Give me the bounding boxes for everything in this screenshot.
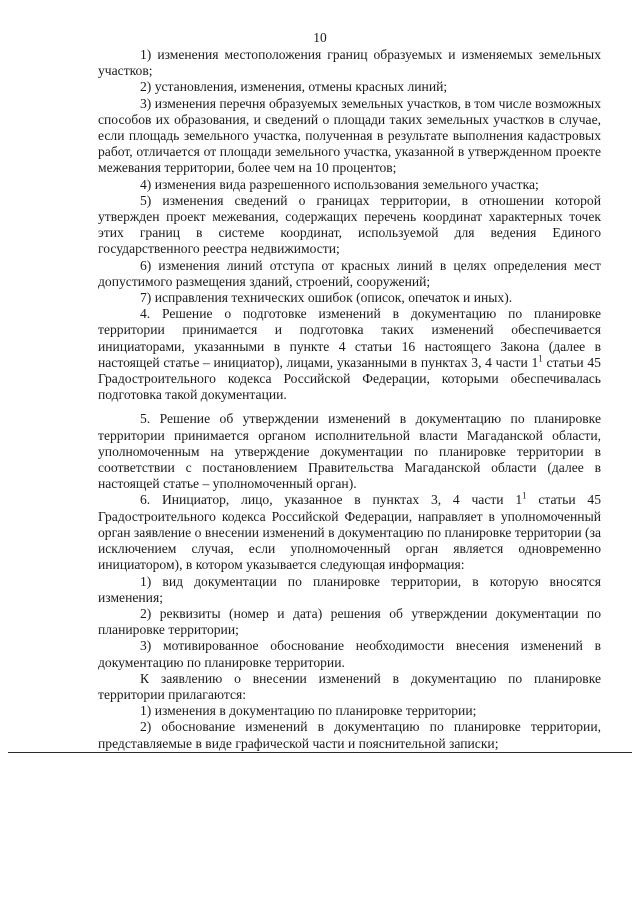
paragraph: 2) реквизиты (номер и дата) решения об утверждении документации по планировке территории;	[98, 605, 601, 638]
paragraph: К заявлению о внесении изменений в документацию по планировке территории прилагаются:	[98, 670, 601, 702]
paragraph: 1) изменения в документацию по планировке территории;	[140, 703, 477, 719]
paragraph-text: 6. Инициатор, лицо, указанное в пунктах 3, 4 части 1	[140, 492, 523, 508]
superscript: 1	[538, 353, 543, 364]
paragraph: 2) установления, изменения, отмены красных линий;	[140, 79, 448, 95]
page-number: 10	[313, 30, 327, 45]
paragraph: 1) изменения местоположения границ образуемых и изменяемых земельных участков;	[98, 47, 601, 79]
paragraph-text: статьи 45 Градостроительного кодекса Российской Федерации, которыми обеспечивалась подготовка такой документации.	[98, 354, 601, 403]
paragraph-text: статьи 45 Градостроительного кодекса Российской Федерации, направляет в уполномоченный орган заявление о внесении изменений в документацию по планировке территории (за исключением случая, если уполномоченный орган является одновременно инициатором), в котором указывается следующая информация:	[98, 492, 601, 573]
paragraph: 2) обоснование изменений в документацию по планировке территории, представляемые в виде графической части и пояснительной записки;	[98, 719, 601, 751]
paragraph: 7) исправления технических ошибок (описок, опечаток и иных).	[140, 290, 513, 306]
paragraph-section-4	[98, 306, 601, 403]
footer-divider	[8, 752, 632, 753]
paragraph: 3) мотивированное обоснование необходимости внесения изменений в документацию по планировке территории.	[98, 638, 601, 670]
paragraph-section-6	[98, 492, 601, 573]
paragraph: 5) изменения сведений о границах территории, в отношении которой утвержден проект межевания, содержащих перечень координат характерных точек этих границ в системе координат, используемой для ведения Единого государственного реестра недвижимости;	[98, 192, 601, 257]
paragraph: 4) изменения вида разрешенного использования земельного участка;	[140, 176, 539, 192]
paragraph: 1) вид документации по планировке территории, в которую вносятся изменения;	[98, 573, 601, 605]
paragraph-text: 4. Решение о подготовке изменений в документацию по планировке территории принимается и подготовка таких изменений обеспечивается инициаторами, указанными в пункте 4 статьи 16 настоящего Закона (далее в настоящей статье – инициатор), лицами, указанными в пунктах 3, 4 части 1	[98, 306, 601, 370]
superscript: 1	[522, 490, 527, 501]
document-body	[98, 47, 601, 752]
paragraph: 6) изменения линий отступа от красных линий в целях определения мест допустимого размещения зданий, строений, сооружений;	[98, 257, 601, 289]
paragraph-section-5: 5. Решение об утверждении изменений в документацию по планировке территории принимается органом исполнительной власти Магаданской области, уполномоченным на утверждение документации по планировке территории в соответствии с постановлением Правительства Магаданской области (далее в настоящей статье – уполномоченный орган).	[98, 411, 601, 492]
paragraph: 3) изменения перечня образуемых земельных участков, в том числе возможных способов их образования, и сведений о площади таких земельных участков в случае, если площадь земельного участка, полученная в результате выполнения кадастровых работ, отличается от площади земельного участка, указанной в утвержденном проекте межевания территории, более чем на 10 процентов;	[98, 95, 601, 176]
